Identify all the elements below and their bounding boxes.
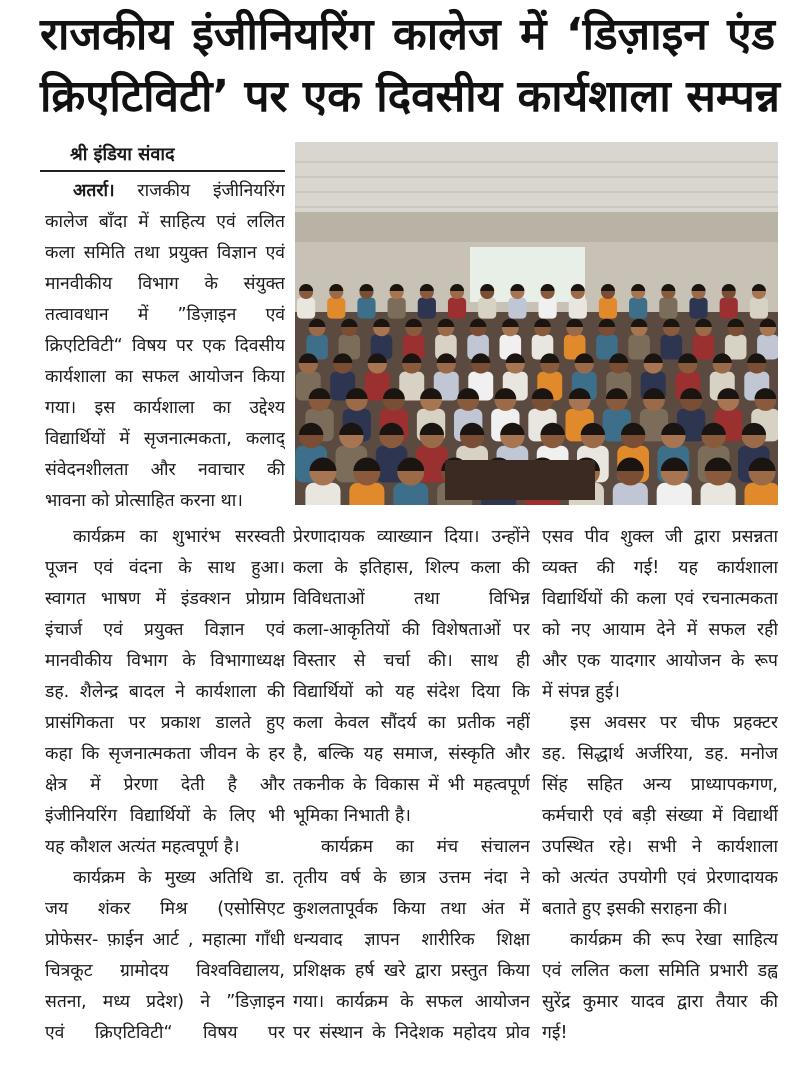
person-body: [659, 298, 677, 319]
article-line: एसव पीव शुक्ल जी द्वारा प्रसन्नता: [542, 527, 778, 547]
article-line: गई!: [542, 1023, 568, 1043]
wall-panel: [295, 212, 778, 242]
article-line: प्रेरणादायक व्याख्यान दिया। उन्होंने: [293, 527, 530, 547]
article-line: मानवीकीय विभाग के संयुक्त: [45, 274, 285, 294]
article-line: प्रासंगिकता पर प्रकाश डालते हुए: [45, 713, 285, 733]
person-body: [508, 298, 526, 319]
article-line: कार्यशाला का सफल आयोजन किया: [45, 367, 285, 387]
article-line: तत्वावधान में ”डिज़ाइन एवं: [45, 305, 285, 325]
article-line: इंजीनियरिंग विद्यार्थियों के लिए भी: [45, 806, 285, 826]
person-body: [538, 298, 556, 319]
article-line: विविधताओं तथा विभिन्न: [293, 589, 530, 609]
article-line: स्वागत भाषण में इंडक्शन प्रोग्राम: [45, 589, 285, 609]
article-line: यह कौशल अत्यंत महत्वपूर्ण है।: [45, 837, 240, 857]
article-column-1-bottom: [45, 522, 285, 1049]
article-line: धन्यवाद ज्ञापन शारीरिक शिक्षा: [293, 930, 530, 950]
article-line: कालेज बाँदा में साहित्य एवं ललित: [45, 212, 285, 232]
article-line: प्रोफेसर- फ़ाईन आर्ट , महात्मा गाँधी: [45, 930, 285, 950]
person-body: [720, 298, 738, 319]
article-column-1-top: [45, 176, 285, 517]
person-body: [599, 298, 617, 319]
person-body: [297, 298, 315, 319]
headline-line-1: राजकीय इंजीनियरिंग कालेज में ‘डिज़ाइन एंड: [40, 9, 775, 60]
person-body: [657, 483, 692, 505]
article-text: राजकीय इंजीनियरिंग: [114, 181, 285, 201]
article-line: प्रशिक्षक हर्ष खरे द्वारा प्रस्तुत किया: [293, 961, 530, 981]
person-body: [661, 335, 683, 360]
person-body: [569, 298, 587, 319]
person-body: [349, 483, 384, 505]
byline: श्री इंडिया संवाद: [70, 144, 175, 165]
table: [445, 460, 595, 500]
article-line: सिंह सहित अन्य प्राध्यापकगण,: [542, 775, 778, 795]
article-line: कला केवल सौंदर्य का प्रतीक नहीं: [293, 713, 530, 733]
article-line: पूजन एवं वंदना के साथ हुआ।: [45, 558, 285, 578]
article-line: विद्यार्थियों में सृजनात्मकता, कलाद्: [45, 429, 285, 449]
article-line: डह. शैलेन्द्र बादल ने कार्यशाला की: [45, 682, 285, 702]
person-body: [750, 298, 768, 319]
article-line: इंचार्ज एवं प्रयुक्त विज्ञान एवं: [45, 620, 285, 640]
article-line: कुशलतापूर्वक किया तथा अंत में: [293, 899, 530, 919]
article-line: क्षेत्र में प्रेरणा देती है और: [45, 775, 285, 795]
article-line: डह. सिद्धार्थ अर्जरिया, डह. मनोज: [542, 744, 778, 764]
person-body: [418, 298, 436, 319]
article-column-2: [293, 522, 530, 1049]
article-line: उपस्थित रहे। सभी ने कार्यशाला: [542, 837, 778, 857]
article-line: इस अवसर पर चीफ प्रहक्टर: [570, 713, 778, 733]
person-body: [613, 483, 648, 505]
article-line: गया। कार्यक्रम के सफल आयोजन: [293, 992, 530, 1012]
article-line: कार्यक्रम का मंच संचालन: [321, 837, 530, 857]
article-line: विद्यार्थियों की कला एवं रचनात्मकता: [542, 589, 778, 609]
group-photo: [295, 142, 778, 505]
article-line: तकनीक के विकास में भी महत्वपूर्ण: [293, 775, 530, 795]
article-line: कार्यक्रम के मुख्य अतिथि डा.: [73, 868, 285, 888]
person-body: [448, 298, 466, 319]
dateline: अतर्रा।: [73, 181, 115, 201]
article-line: और एक यादगार आयोजन के रूप: [542, 651, 778, 671]
article-line: तृतीय वर्ष के छात्र उत्तम नंदा ने: [293, 868, 530, 888]
article-line: कर्मचारी एवं बड़ी संख्या में विद्यार्थी: [542, 806, 778, 826]
article-line: को अत्यंत उपयोगी एवं प्रेरणादायक: [542, 868, 778, 888]
person-body: [628, 335, 650, 360]
person-body: [327, 298, 345, 319]
article-line: कला के इतिहास, शिल्प कला की: [293, 558, 530, 578]
person-body: [357, 298, 375, 319]
article-line: सतना, मध्य प्रदेश) ने ”डिज़ाइन: [45, 992, 285, 1012]
person-body: [629, 298, 647, 319]
article-line: में संपन्न हुई।: [542, 682, 620, 702]
article-column-3: [542, 522, 778, 1049]
article-line: गया। इस कार्यशाला का उद्देश्य: [45, 398, 285, 418]
article-line: कला-आकृतियों की विशेषताओं पर: [293, 620, 530, 640]
article-line: [45, 176, 285, 207]
byline-rule: [40, 170, 285, 172]
person-body: [744, 483, 778, 505]
person-body: [305, 483, 340, 505]
article-line: संवेदनशीलता और नवाचार की: [45, 460, 285, 480]
article-line: कहा कि सृजनात्मकता जीवन के हर: [45, 744, 285, 764]
article-line: पर संस्थान के निदेशक महोदय प्रोव: [293, 1023, 530, 1043]
article-line: एवं क्रिएटिविटी“ विषय पर: [45, 1023, 285, 1043]
article-line: विद्यार्थियों को यह संदेश दिया कि: [293, 682, 530, 702]
article-line: व्यक्त की गई! यह कार्यशाला: [542, 558, 778, 578]
article-line: चित्रकूट ग्रामोदय विश्वविद्यालय,: [45, 961, 285, 981]
person-body: [393, 483, 428, 505]
article-line: कार्यक्रम की रूप रेखा साहित्य: [570, 930, 778, 950]
article-line: बताते हुए इसकी सराहना की।: [542, 899, 728, 919]
article-line: जय शंकर मिश्र (एसोसिएट: [45, 899, 285, 919]
article-line: कला समिति तथा प्रयुक्त विज्ञान एवं: [45, 243, 285, 263]
article-line: भावना को प्रोत्साहित करना था।: [45, 491, 243, 511]
article-line: को नए आयाम देने में सफल रही: [542, 620, 778, 640]
headline-line-2: क्रिएटिविटी’ पर एक दिवसीय कार्यशाला सम्पन्न: [40, 71, 780, 122]
article-line: विस्तार से चर्चा की। साथ ही: [293, 651, 530, 671]
article-line: है, बल्कि यह समाज, संस्कृति और: [293, 744, 530, 764]
person-body: [689, 298, 707, 319]
person-body: [701, 483, 736, 505]
person-body: [478, 298, 496, 319]
article-line: कार्यक्रम का शुभारंभ सरस्वती: [73, 527, 285, 547]
article-line: मानवीकीय विभाग के विभागाध्यक्ष: [45, 651, 285, 671]
person-body: [693, 335, 715, 360]
article-line: क्रिएटिविटी“ विषय पर एक दिवसीय: [45, 336, 285, 356]
article-line: भूमिका निभाती है।: [293, 806, 411, 826]
person-body: [388, 298, 406, 319]
article-line: सुरेंद्र कुमार यादव द्वारा तैयार की: [542, 992, 778, 1012]
article-line: एवं ललित कला समिति प्रभारी डह्व: [542, 961, 778, 981]
